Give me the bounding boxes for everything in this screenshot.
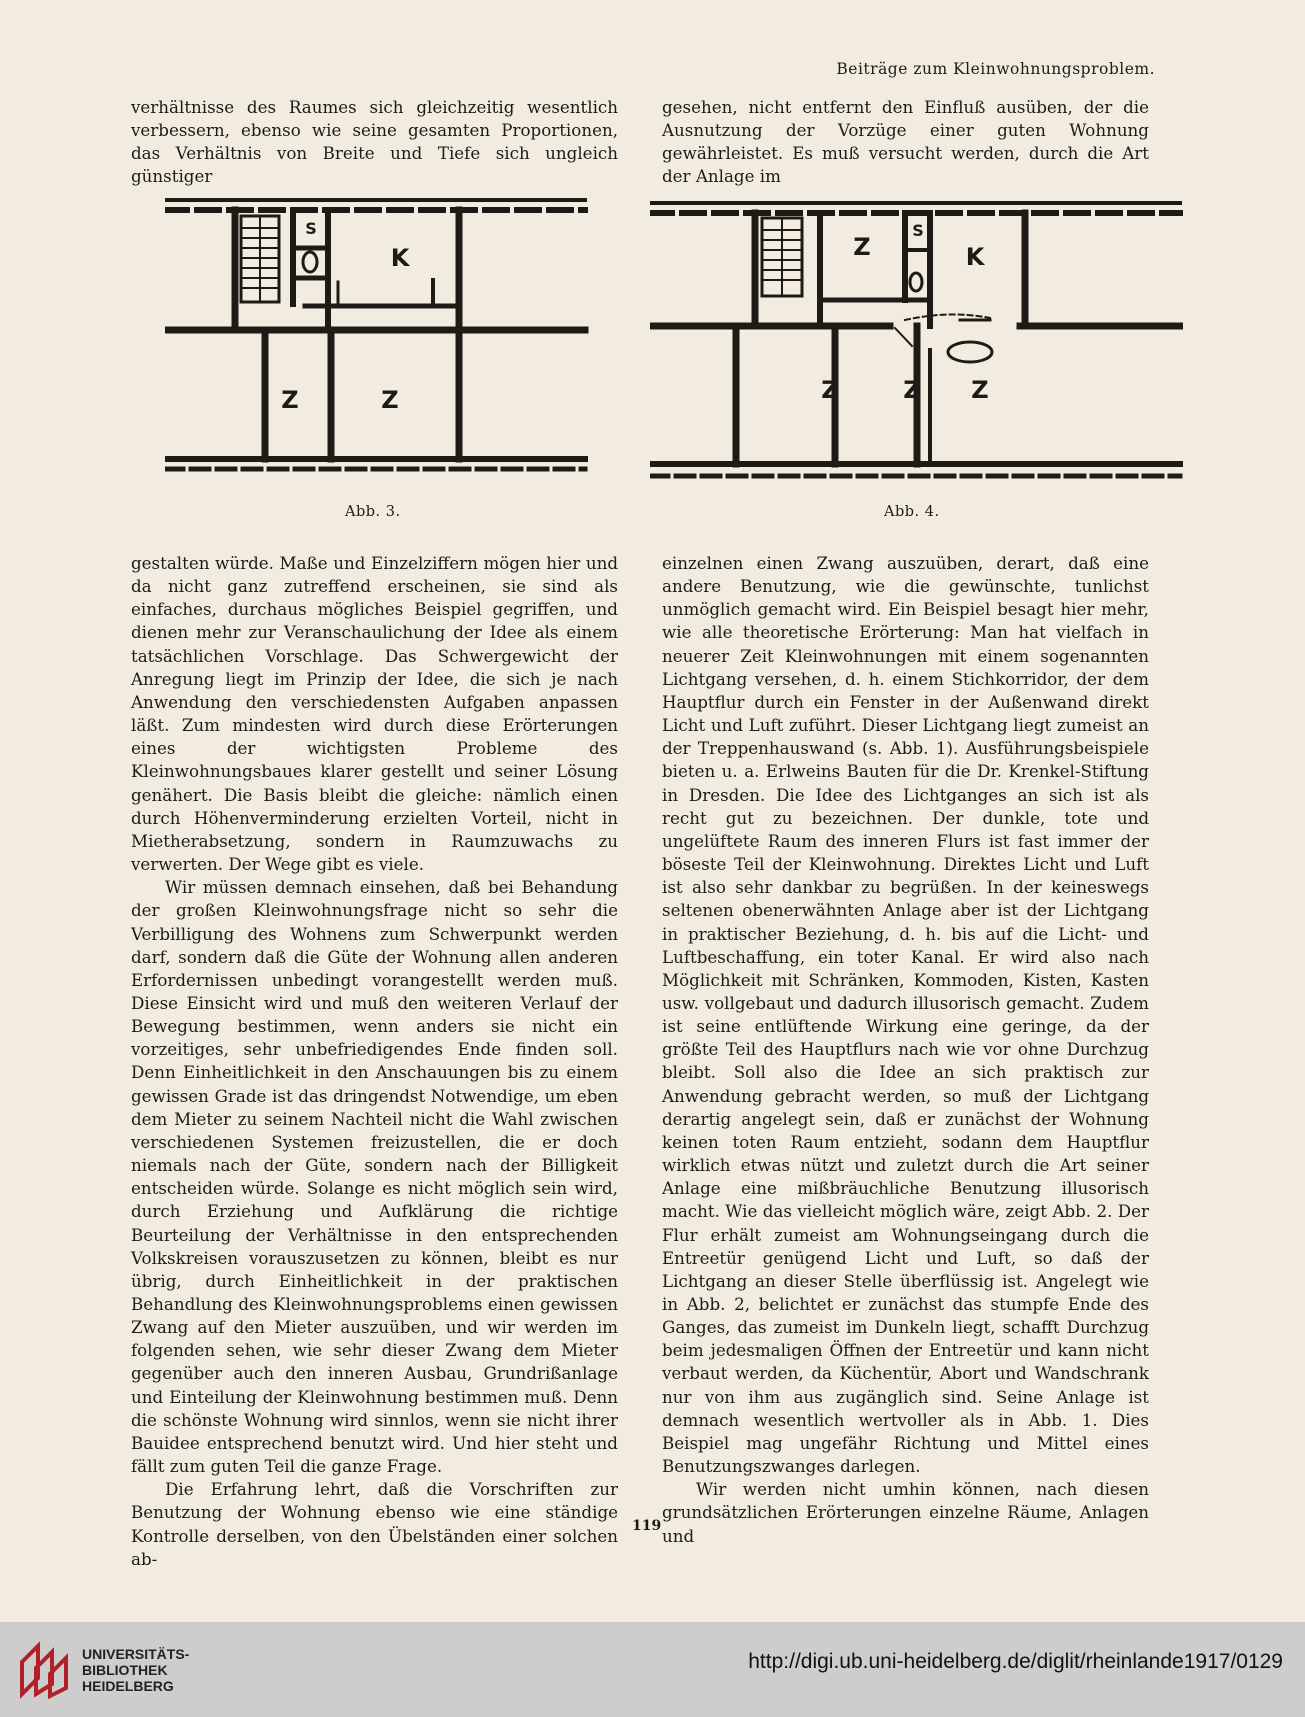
figure-caption: Abb. 4. (884, 504, 940, 520)
room-label: Z (381, 386, 399, 414)
running-head: Beiträge zum Kleinwohnungsproblem. (836, 60, 1155, 78)
room-label: S (305, 219, 317, 238)
library-logo-icon (16, 1638, 74, 1700)
page-number: 119 (632, 1518, 662, 1534)
right-column-top (662, 96, 1149, 189)
floor-plan-abb-4 (650, 200, 1183, 488)
floor-plan-abb-3 (165, 196, 589, 488)
library-name-line: HEIDELBERG (82, 1678, 174, 1694)
library-footer (0, 1622, 1305, 1717)
permalink-url[interactable]: http://digi.ub.uni-heidelberg.de/diglit/rheinlande1917/0129 (748, 1650, 1283, 1673)
room-label: Z (971, 376, 989, 404)
right-column-bottom (662, 552, 1149, 1548)
paragraph: Wir werden nicht umhin können, nach diesen grundsätzlichen Erörterungen einzelne Räume, Anlagen und (662, 1479, 1149, 1546)
room-label: Z (903, 376, 921, 404)
figure-caption: Abb. 3. (345, 504, 401, 520)
library-name-line: UNIVERSITÄTS- (82, 1646, 190, 1662)
room-label: Z (281, 386, 299, 414)
room-label: Z (821, 376, 839, 404)
library-name (82, 1646, 189, 1694)
room-label: S (912, 221, 924, 240)
paragraph: einzelnen einen Zwang auszuüben, derart, daß eine andere Benutzung, wie die gewünschte, tunlichst unmöglich gemacht wird. Ein Beispiel besagt hier mehr, wie alle theoretische Erörterung: Man hat vielfach in neuerer Zeit Kleinwohnungen mit einem sogenannten Lichtgang versehen, d. h. einem Stichkorridor, der dem Hauptflur durch ein Fenster in der Außenwand direkt Licht und Luft zuführt. Dieser Lichtgang liegt zumeist an der Treppenhauswand (s. Abb. 1). Ausführungsbeispiele bieten u. a. Erlweins Bauten für die Dr. Krenkel-Stiftung in Dresden. Die Idee des Lichtganges an sich ist als recht gut zu bezeichnen. Der dunkle, tote und ungelüftete Raum des inneren Flurs ist fast immer der böseste Teil der Kleinwohnung. Direktes Licht und Luft ist also sehr dankbar zu begrüßen. In der keineswegs seltenen obenerwähnten Anlage aber ist der Lichtgang in praktischer Beziehung, d. h. bis auf die Licht- und Luftbeschaffung, ein toter Kanal. Er wird also nach Möglichkeit mit Schränken, Kommoden, Kisten, Kasten usw. vollgebaut und dadurch illusorisch gemacht. Zudem ist seine entlüftende Wirkung eine geringe, da der größte Teil des Hauptflurs nach wie vor ohne Durchzug bleibt. Soll also die Idee an sich praktisch zur Anwendung gebracht werden, so muß der Lichtgang derartig angelegt sein, daß er zunächst der Wohnung keinen toten Raum entzieht, sodann dem Hauptflur wirklich etwas nützt und zuletzt durch die Art seiner Anlage eine mißbräuchliche Benutzung illusorisch macht. Wie das vielleicht möglich wäre, zeigt Abb. 2. Der Flur erhält zumeist am Wohnungseingang durch die Entreetür genügend Licht und Luft, so daß der Lichtgang an dieser Stelle überflüssig ist. Angelegt wie in Abb. 2, belichtet er zunächst das stumpfe Ende des Ganges, das zumeist im Dunkeln liegt, schafft Durchzug beim jedesmaligen Öffnen der Entreetür und kann nicht verbaut werden, da Küchentür, Abort und Wandschrank nur von ihm aus zugänglich sind. Seine Anlage ist demnach wesentlich wertvoller als in Abb. 1. Dies Beispiel mag ungefähr Richtung und Mittel eines Benutzungszwanges darlegen. (662, 553, 1149, 1477)
room-label: K (965, 243, 985, 271)
paragraph: gesehen, nicht entfernt den Einfluß ausüben, der die Ausnutzung der Vorzüge einer guten Wohnung gewährleistet. Es muß versucht werden, durch die Art der Anlage im (662, 97, 1149, 187)
library-name-line: BIBLIOTHEK (82, 1662, 168, 1678)
paragraph: gestalten würde. Maße und Einzelziffern mögen hier und da nicht ganz zutreffend erscheinen, sie sind als einfaches, durchaus mögliches Beispiel gegriffen, und dienen mehr zur Veranschaulichung der Idee als einem tatsächlichen Vorschlage. Das Schwergewicht der Anregung liegt im Prinzip der Idee, die sich je nach Anwendung den verschiedensten Aufgaben anpassen läßt. Zum mindesten wird durch diese Erörterungen eines der wichtigsten Probleme des Kleinwohnungsbaues klarer gestellt und seiner Lösung genähert. Die Basis bleibt die gleiche: nämlich einen durch Höhenverminderung erzielten Vorteil, nicht in Mietherabsetzung, sondern in Raumzuwachs zu verwerten. Der Wege gibt es viele. (131, 553, 618, 875)
paragraph: Die Erfahrung lehrt, daß die Vorschriften zur Benutzung der Wohnung ebenso wie eine ständige Kontrolle derselben, von den Übelständen einer solchen ab- (131, 1479, 618, 1569)
paragraph: verhältnisse des Raumes sich gleichzeitig wesentlich verbessern, ebenso wie seine gesamten Proportionen, das Verhältnis von Breite und Tiefe sich ungleich günstiger (131, 97, 618, 187)
room-label: Z (853, 233, 871, 261)
left-column-top (131, 96, 618, 189)
paragraph: Wir müssen demnach einsehen, daß bei Behandung der großen Kleinwohnungsfrage nicht so sehr die Verbilligung des Wohnens zum Schwerpunkt werden darf, sondern daß die Güte der Wohnung allen anderen Erfordernissen unbedingt vorangestellt werden muß. Diese Einsicht wird und muß den weiteren Verlauf der Bewegung bestimmen, wenn anders sie nicht ein vorzeitiges, sehr unbefriedigendes Ende finden soll. Denn Einheitlichkeit in den Anschauungen bis zu einem gewissen Grade ist das dringendst Notwendige, um eben dem Mieter zu seinem Nachteil nicht die Wahl zwischen verschiedenen Systemen freizustellen, die er doch niemals nach der Güte, sondern nach der Billigkeit entscheiden würde. Solange es nicht möglich sein wird, durch Erziehung und Aufklärung die richtige Beurteilung der Verhältnisse in den entsprechenden Volkskreisen vorauszusetzen zu können, bleibt es nur übrig, durch Einheitlichkeit in der praktischen Behandlung des Kleinwohnungsproblems einen gewissen Zwang auf den Mieter auszuüben, und wir werden im folgenden sehen, wie sehr dieser Zwang dem Mieter gegenüber auch den inneren Ausbau, Grundrißanlage und Einteilung der Kleinwohnung bestimmen muß. Denn die schönste Wohnung wird sinnlos, wenn sie nicht ihrer Bauidee entsprechend benutzt wird. Und hier steht und fällt zum guten Teil die ganze Frage. (131, 877, 618, 1477)
left-column-bottom (131, 552, 618, 1571)
room-label: K (390, 244, 410, 272)
